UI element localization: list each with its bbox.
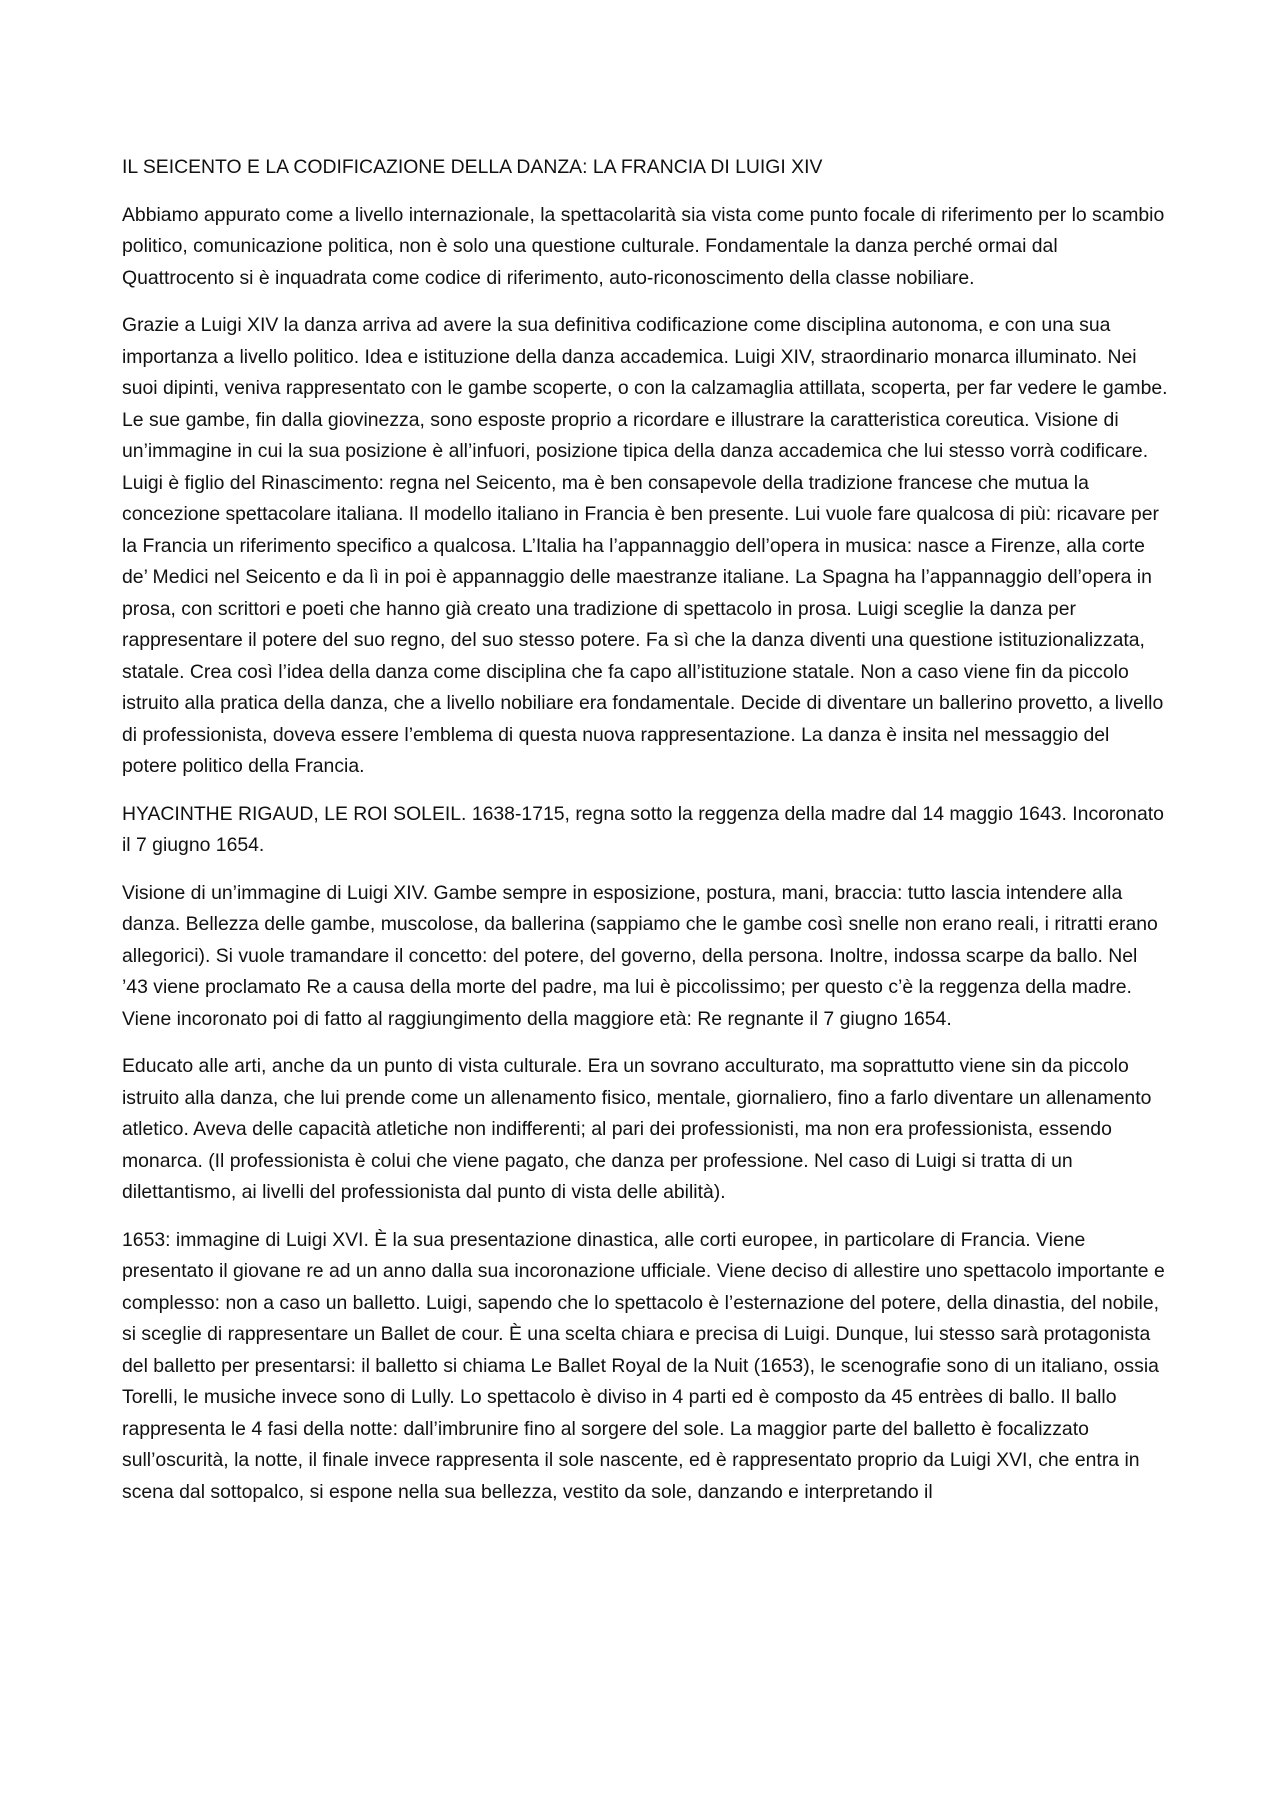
paragraph-rigaud: HYACINTHE RIGAUD, LE ROI SOLEIL. 1638-1715, regna sotto la reggenza della madre dal 14 maggio 1643. Incoronato il 7 giugno 1654. [122,802,1164,856]
paragraph-luigi-xiv: Grazie a Luigi XIV la danza arriva ad avere la sua definitiva codificazione come disciplina autonoma, e con una sua importanza a livello politico. Idea e istituzione della danza accademica. Luigi XIV, straordinario monarca illuminato. Nei suoi dipinti, veniva rappresentato con le gambe scoperte, o con la calzamaglia attillata, scoperta, per far vedere le gambe. Le sue gambe, fin dalla giovinezza, sono esposte proprio a ricordare e illustrare la caratteristica coreutica. Visione di un’immagine in cui la sua posizione è all’infuori, posizione tipica della danza accademica che lui stesso vorrà codificare. Luigi è figlio del Rinascimento: regna nel Seicento, ma è ben consapevole della tradizione francese che mutua la concezione spettacolare italiana. Il modello italiano in Francia è ben presente. Lui vuole fare qualcosa di più: ricavare per la Francia un riferimento specifico a qualcosa. L’Italia ha l’appannaggio dell’opera in musica: nasce a Firenze, alla corte de’ Medici nel Seicento e da lì in poi è appannaggio delle maestranze italiane. La Spagna ha l’appannaggio dell’opera in prosa, con scrittori e poeti che hanno già creato una tradizione di spettacolo in prosa. Luigi sceglie la danza per rappresentare il potere del suo regno, del suo stesso potere. Fa sì che la danza diventi una questione istituzionalizzata, statale. Crea così l’idea della danza come disciplina che fa capo all’istituzione statale. Non a caso viene fin da piccolo istruito alla pratica della danza, che a livello nobiliare era fondamentale. Decide di diventare un ballerino provetto, a livello di professionista, doveva essere l’emblema di questa nuova rappresentazione. La danza è insita nel messaggio del potere politico della Francia. [122,314,1168,777]
paragraph-educazione: Educato alle arti, anche da un punto di vista culturale. Era un sovrano acculturato, ma soprattutto viene sin da piccolo istruito alla danza, che lui prende come un allenamento fisico, mentale, giornaliero, fino a farlo diventare un allenamento atletico. Aveva delle capacità atletiche non indifferenti; al pari dei professionisti, ma non era professionista, essendo monarca. (Il professionista è colui che viene pagato, che danza per professione. Nel caso di Luigi si tratta di un dilettantismo, ai livelli del professionista dal punto di vista delle abilità). [122,1055,1152,1203]
document-page [122,152,1168,1524]
paragraph-1653: 1653: immagine di Luigi XVI. È la sua presentazione dinastica, alle corti europee, in particolare di Francia. Viene presentato il giovane re ad un anno dalla sua incoronazione ufficiale. Viene deciso di allestire uno spettacolo importante e complesso: non a caso un balletto. Luigi, sapendo che lo spettacolo è l’esternazione del potere, della dinastia, del nobile, si sceglie di rappresentare un Ballet de cour. È una scelta chiara e precisa di Luigi. Dunque, lui stesso sarà protagonista del balletto per presentarsi: il balletto si chiama Le Ballet Royal de la Nuit (1653), le scenografie sono di un italiano, ossia Torelli, le musiche invece sono di Lully. Lo spettacolo è diviso in 4 parti ed è composto da 45 entrèes di ballo. Il ballo rappresenta le 4 fasi della notte: dall’imbrunire fino al sorgere del sole. La maggior parte del balletto è focalizzato sull’oscurità, la notte, il finale invece rappresenta il sole nascente, ed è rappresentato proprio da Luigi XVI, che entra in scena dal sottopalco, si espone nella sua bellezza, vestito da sole, danzando e interpretando il [122,1228,1165,1503]
paragraph-immagine: Visione di un’immagine di Luigi XIV. Gambe sempre in esposizione, postura, mani, braccia: tutto lascia intendere alla danza. Bellezza delle gambe, muscolose, da ballerina (sappiamo che le gambe così snelle non erano reali, i ritratti erano allegorici). Si vuole tramandare il concetto: del potere, del governo, della persona. Inoltre, indossa scarpe da ballo. Nel ’43 viene proclamato Re a causa della morte del padre, ma lui è piccolissimo; per questo c’è la reggenza della madre. Viene incoronato poi di fatto al raggiungimento della maggiore età: Re regnante il 7 giugno 1654. [122,881,1158,1030]
page-title: IL SEICENTO E LA CODIFICAZIONE DELLA DANZA: LA FRANCIA DI LUIGI XIV [122,156,823,178]
paragraph-intro: Abbiamo appurato come a livello internazionale, la spettacolarità sia vista come punto focale di riferimento per lo scambio politico, comunicazione politica, non è solo una questione culturale. Fondamentale la danza perché ormai dal Quattrocento si è inquadrata come codice di riferimento, auto-riconoscimento della classe nobiliare. [122,203,1165,289]
